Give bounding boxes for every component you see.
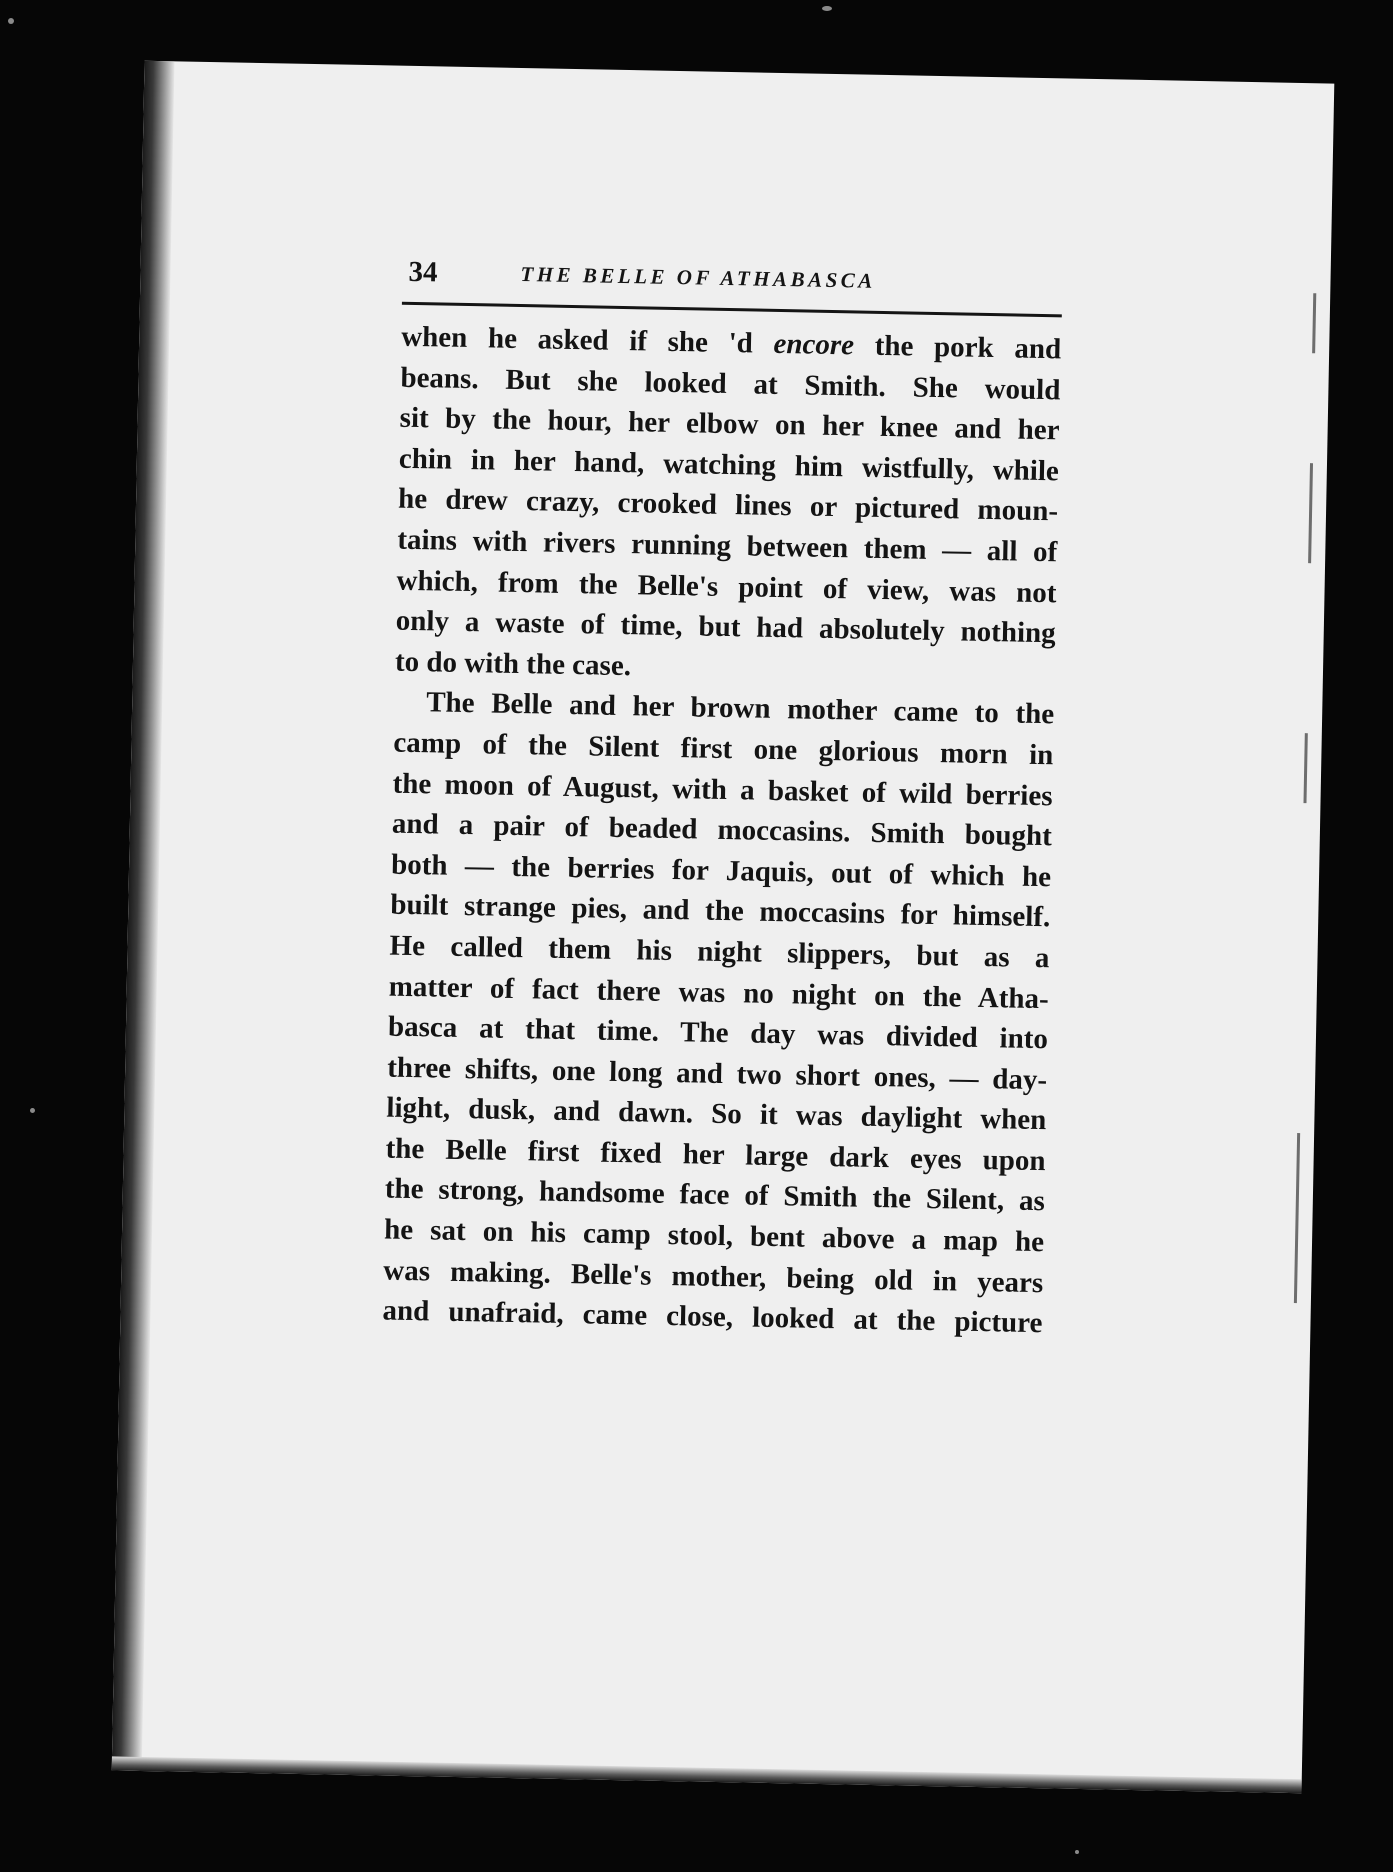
text-line: light, dusk, and dawn. So it was daylight when <box>386 1091 1047 1137</box>
scan-speck <box>822 6 832 11</box>
text-line: built strange pies, and the moccasins for himself. <box>390 888 1051 934</box>
text-line: matter of fact there was no night on the Atha- <box>388 970 1049 1015</box>
paragraph-1 <box>395 317 1062 695</box>
italic-word: encore <box>773 327 855 362</box>
text-span: when he asked if she 'd <box>400 320 774 360</box>
text-line: chin in her hand, watching him wistfully, while <box>398 442 1060 488</box>
running-head <box>402 256 1063 318</box>
text-line: beans. But she looked at Smith. She would <box>400 361 1061 406</box>
page-margin-mark <box>1308 463 1313 563</box>
text-line: and unafraid, came close, looked at the picture <box>382 1294 1043 1340</box>
text-line: both — the berries for Jaquis, out of which he <box>390 848 1052 894</box>
text-line: camp of the Silent first one glorious morn in <box>393 726 1054 772</box>
text-line: only a waste of time, but had absolutely nothing <box>395 604 1057 650</box>
body-text <box>382 317 1061 1344</box>
paragraph-2 <box>382 682 1054 1344</box>
text-line: three shifts, one long and two short ones, — day- <box>386 1051 1048 1096</box>
page-margin-mark <box>1294 1133 1300 1303</box>
text-line: tains with rivers running between them — all of <box>397 523 1058 569</box>
page-margin-mark <box>1303 733 1307 803</box>
text-line: to do with the case. <box>394 645 632 682</box>
text-line: He called them his night slippers, but as a <box>389 929 1050 975</box>
text-line: was making. Belle's mother, being old in years <box>383 1254 1044 1299</box>
text-line: he drew crazy, crooked lines or pictured moun- <box>397 483 1059 528</box>
text-line: which, from the Belle's point of view, was not <box>396 564 1057 609</box>
text-line: The Belle and her brown mother came to the <box>425 686 1055 731</box>
text-line: the strong, handsome face of Smith the Silent, as <box>384 1173 1046 1218</box>
text-line: basca at that time. The day was divided into <box>387 1010 1049 1056</box>
text-line: and a pair of beaded moccasins. Smith bought <box>391 807 1053 853</box>
page-margin-mark <box>1312 293 1316 353</box>
scan-speck <box>1075 1850 1079 1854</box>
page-bottom-edge <box>112 1756 1302 1793</box>
text-line: sit by the hour, her elbow on her knee and her <box>399 401 1060 447</box>
scan-speck <box>30 1108 35 1113</box>
text-line: the moon of August, with a basket of wild berries <box>392 767 1053 812</box>
scan-speck <box>8 18 14 24</box>
text-span: the pork and <box>853 329 1062 366</box>
page-number: 34 <box>408 255 438 289</box>
text-line: he sat on his camp stool, bent above a map he <box>383 1213 1045 1259</box>
text-line: the Belle first fixed her large dark eyes upon <box>385 1132 1046 1178</box>
book-page <box>112 61 1335 1794</box>
page-binding-edge <box>112 61 175 1771</box>
page-content <box>382 256 1063 1344</box>
running-title: THE BELLE OF ATHABASCA <box>520 261 877 293</box>
